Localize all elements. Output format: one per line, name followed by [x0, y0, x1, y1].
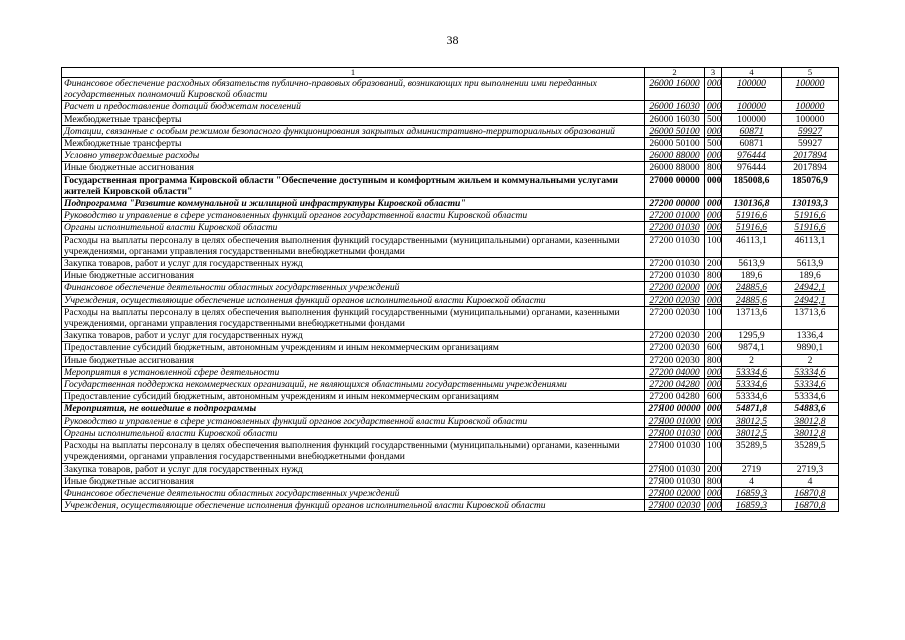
row-code-cell: 27Я00 02000	[645, 487, 705, 499]
row-amount-2020-cell: 9890,1	[782, 342, 839, 354]
row-name-cell: Финансовое обеспечение деятельности областных государственных учреждений	[62, 487, 645, 499]
table-row	[62, 354, 839, 366]
table-row	[62, 198, 839, 210]
row-expense-type-cell: 800	[705, 270, 722, 282]
table-row	[62, 403, 839, 415]
row-amount-2020-cell: 16870,8	[782, 487, 839, 499]
row-amount-2020-cell: 2719,3	[782, 463, 839, 475]
row-amount-2019-cell: 53334,6	[722, 379, 782, 391]
row-name-cell: Иные бюджетные ассигнования	[62, 270, 645, 282]
row-expense-type-cell: 000	[705, 403, 722, 415]
row-amount-2019-cell: 35289,5	[722, 440, 782, 463]
row-code-cell: 26000 50100	[645, 138, 705, 150]
row-name-cell: Закупка товаров, работ и услуг для государственных нужд	[62, 258, 645, 270]
row-expense-type-cell: 000	[705, 294, 722, 306]
row-amount-2020-cell: 38012,8	[782, 415, 839, 427]
row-amount-2019-cell: 46113,1	[722, 234, 782, 257]
row-code-cell: 27000 00000	[645, 174, 705, 197]
row-code-cell: 27200 02030	[645, 294, 705, 306]
row-name-cell: Иные бюджетные ассигнования	[62, 162, 645, 174]
row-code-cell: 26000 16030	[645, 101, 705, 113]
row-expense-type-cell: 000	[705, 282, 722, 294]
row-code-cell: 27Я00 02030	[645, 500, 705, 512]
table-row	[62, 463, 839, 475]
row-code-cell: 26000 50100	[645, 125, 705, 137]
table-row	[62, 330, 839, 342]
row-expense-type-cell: 100	[705, 440, 722, 463]
row-amount-2020-cell: 46113,1	[782, 234, 839, 257]
row-amount-2020-cell: 13713,6	[782, 306, 839, 329]
row-name-cell: Учреждения, осуществляющие обеспечение исполнения функций органов исполнительной власти Кировской области	[62, 294, 645, 306]
row-code-cell: 27200 00000	[645, 198, 705, 210]
row-expense-type-cell: 000	[705, 500, 722, 512]
table-row	[62, 379, 839, 391]
row-amount-2019-cell: 100000	[722, 113, 782, 125]
row-expense-type-cell: 200	[705, 330, 722, 342]
row-amount-2020-cell: 100000	[782, 78, 839, 101]
row-name-cell: Государственная программа Кировской области "Обеспечение доступным и комфортным жильем и коммунальными услугами жителей Кировской области"	[62, 174, 645, 197]
table-row	[62, 125, 839, 137]
row-amount-2020-cell: 24942,1	[782, 294, 839, 306]
row-amount-2019-cell: 1295,9	[722, 330, 782, 342]
row-code-cell: 26000 16000	[645, 78, 705, 101]
row-amount-2019-cell: 976444	[722, 150, 782, 162]
row-amount-2020-cell: 53334,6	[782, 391, 839, 403]
row-name-cell: Финансовое обеспечение расходных обязательств публично-правовых образований, возникающих при выполнении ими переданных государственных полномочий Кировской области	[62, 78, 645, 101]
row-amount-2019-cell: 24885,6	[722, 294, 782, 306]
row-code-cell: 27Я00 01030	[645, 440, 705, 463]
row-expense-type-cell: 000	[705, 150, 722, 162]
row-expense-type-cell: 000	[705, 222, 722, 234]
row-amount-2019-cell: 9874,1	[722, 342, 782, 354]
row-amount-2019-cell: 2719	[722, 463, 782, 475]
row-amount-2019-cell: 4	[722, 475, 782, 487]
row-code-cell: 27200 01000	[645, 210, 705, 222]
row-amount-2019-cell: 51916,6	[722, 222, 782, 234]
row-name-cell: Предоставление субсидий бюджетным, автономным учреждениям и иным некоммерческим организациям	[62, 391, 645, 403]
row-amount-2019-cell: 38012,5	[722, 415, 782, 427]
row-name-cell: Расходы на выплаты персоналу в целях обеспечения выполнения функций государственными (муниципальными) органами, казенными учреждениями, органами управления государственными внебюджетными фондами	[62, 306, 645, 329]
row-name-cell: Руководство и управление в сфере установленных функций органов государственной власти Кировской области	[62, 415, 645, 427]
row-amount-2019-cell: 60871	[722, 125, 782, 137]
row-name-cell: Иные бюджетные ассигнования	[62, 354, 645, 366]
row-expense-type-cell: 000	[705, 125, 722, 137]
table-row	[62, 366, 839, 378]
row-amount-2020-cell: 189,6	[782, 270, 839, 282]
row-name-cell: Органы исполнительной власти Кировской области	[62, 427, 645, 439]
row-code-cell: 27200 04000	[645, 366, 705, 378]
row-amount-2019-cell: 60871	[722, 138, 782, 150]
row-amount-2019-cell: 16859,3	[722, 487, 782, 499]
row-code-cell: 27200 01030	[645, 258, 705, 270]
row-expense-type-cell: 000	[705, 366, 722, 378]
table-row	[62, 440, 839, 463]
row-code-cell: 27200 01030	[645, 270, 705, 282]
row-expense-type-cell: 200	[705, 463, 722, 475]
row-expense-type-cell: 000	[705, 174, 722, 197]
row-amount-2019-cell: 51916,6	[722, 210, 782, 222]
row-amount-2020-cell: 2017894	[782, 162, 839, 174]
row-amount-2020-cell: 51916,6	[782, 222, 839, 234]
row-name-cell: Руководство и управление в сфере установленных функций органов государственной власти Кировской области	[62, 210, 645, 222]
row-amount-2019-cell: 189,6	[722, 270, 782, 282]
row-expense-type-cell: 800	[705, 354, 722, 366]
row-amount-2020-cell: 53334,6	[782, 366, 839, 378]
row-amount-2020-cell: 24942,1	[782, 282, 839, 294]
table-row	[62, 270, 839, 282]
row-code-cell: 27Я00 01030	[645, 475, 705, 487]
table-row	[62, 342, 839, 354]
row-code-cell: 27Я00 01030	[645, 427, 705, 439]
row-amount-2019-cell: 24885,6	[722, 282, 782, 294]
table-row	[62, 500, 839, 512]
row-code-cell: 27200 04280	[645, 379, 705, 391]
row-amount-2020-cell: 38012,8	[782, 427, 839, 439]
row-expense-type-cell: 800	[705, 475, 722, 487]
row-code-cell: 27Я00 01000	[645, 415, 705, 427]
table-row	[62, 415, 839, 427]
row-expense-type-cell: 100	[705, 306, 722, 329]
table-row	[62, 427, 839, 439]
row-name-cell: Учреждения, осуществляющие обеспечение исполнения функций органов исполнительной власти Кировской области	[62, 500, 645, 512]
row-expense-type-cell: 500	[705, 113, 722, 125]
row-code-cell: 27200 02030	[645, 342, 705, 354]
row-expense-type-cell: 000	[705, 487, 722, 499]
row-name-cell: Закупка товаров, работ и услуг для государственных нужд	[62, 463, 645, 475]
row-code-cell: 27200 02030	[645, 354, 705, 366]
row-amount-2020-cell: 4	[782, 475, 839, 487]
row-amount-2020-cell: 1336,4	[782, 330, 839, 342]
table-row	[62, 222, 839, 234]
row-amount-2019-cell: 185008,6	[722, 174, 782, 197]
column-header-vr: 3	[705, 68, 722, 78]
row-code-cell: 27200 02000	[645, 282, 705, 294]
row-code-cell: 27200 04280	[645, 391, 705, 403]
row-expense-type-cell: 000	[705, 198, 722, 210]
column-header-2019: 4	[722, 68, 782, 78]
row-amount-2019-cell: 100000	[722, 78, 782, 101]
table-row	[62, 282, 839, 294]
row-code-cell: 27200 01030	[645, 234, 705, 257]
row-amount-2020-cell: 100000	[782, 113, 839, 125]
row-amount-2020-cell: 130193,3	[782, 198, 839, 210]
row-amount-2019-cell: 976444	[722, 162, 782, 174]
row-expense-type-cell: 600	[705, 342, 722, 354]
table-header-row	[62, 68, 839, 78]
row-amount-2020-cell: 5613,9	[782, 258, 839, 270]
row-amount-2020-cell: 16870,8	[782, 500, 839, 512]
table-row	[62, 391, 839, 403]
table-row	[62, 487, 839, 499]
row-expense-type-cell: 000	[705, 101, 722, 113]
row-amount-2019-cell: 100000	[722, 101, 782, 113]
row-code-cell: 27200 01030	[645, 222, 705, 234]
row-expense-type-cell: 500	[705, 138, 722, 150]
row-amount-2020-cell: 59927	[782, 125, 839, 137]
row-expense-type-cell: 000	[705, 78, 722, 101]
column-header-name: 1	[62, 68, 645, 78]
row-name-cell: Органы исполнительной власти Кировской области	[62, 222, 645, 234]
row-name-cell: Межбюджетные трансферты	[62, 138, 645, 150]
row-amount-2019-cell: 5613,9	[722, 258, 782, 270]
budget-table	[61, 67, 839, 512]
table-row	[62, 306, 839, 329]
row-name-cell: Государственная поддержка некоммерческих организаций, не являющихся областными государственными учреждениями	[62, 379, 645, 391]
row-amount-2020-cell: 100000	[782, 101, 839, 113]
row-amount-2019-cell: 54871,8	[722, 403, 782, 415]
row-amount-2020-cell: 54883,6	[782, 403, 839, 415]
row-code-cell: 26000 88000	[645, 162, 705, 174]
row-amount-2020-cell: 2017894	[782, 150, 839, 162]
table-row	[62, 294, 839, 306]
row-name-cell: Предоставление субсидий бюджетным, автономным учреждениям и иным некоммерческим организациям	[62, 342, 645, 354]
row-amount-2019-cell: 16859,3	[722, 500, 782, 512]
row-expense-type-cell: 200	[705, 258, 722, 270]
column-header-2020: 5	[782, 68, 839, 78]
table-row	[62, 101, 839, 113]
row-expense-type-cell: 000	[705, 379, 722, 391]
table-row	[62, 78, 839, 101]
row-name-cell: Финансовое обеспечение деятельности областных государственных учреждений	[62, 282, 645, 294]
table-row	[62, 174, 839, 197]
row-amount-2019-cell: 2	[722, 354, 782, 366]
row-amount-2019-cell: 38012,5	[722, 427, 782, 439]
row-name-cell: Мероприятия, не вошедшие в подпрограммы	[62, 403, 645, 415]
row-code-cell: 27Я00 01030	[645, 463, 705, 475]
row-amount-2020-cell: 35289,5	[782, 440, 839, 463]
row-expense-type-cell: 600	[705, 391, 722, 403]
row-amount-2019-cell: 53334,6	[722, 366, 782, 378]
row-code-cell: 27Я00 00000	[645, 403, 705, 415]
row-code-cell: 26000 16030	[645, 113, 705, 125]
table-row	[62, 475, 839, 487]
row-name-cell: Иные бюджетные ассигнования	[62, 475, 645, 487]
row-name-cell: Расчет и предоставление дотаций бюджетам поселений	[62, 101, 645, 113]
row-name-cell: Расходы на выплаты персоналу в целях обеспечения выполнения функций государственными (муниципальными) органами, казенными учреждениями, органами управления государственными внебюджетными фондами	[62, 440, 645, 463]
table-row	[62, 258, 839, 270]
row-amount-2019-cell: 53334,6	[722, 391, 782, 403]
row-name-cell: Межбюджетные трансферты	[62, 113, 645, 125]
table-row	[62, 150, 839, 162]
row-expense-type-cell: 000	[705, 427, 722, 439]
row-expense-type-cell: 000	[705, 210, 722, 222]
table-row	[62, 162, 839, 174]
row-amount-2020-cell: 2	[782, 354, 839, 366]
row-amount-2020-cell: 53334,6	[782, 379, 839, 391]
row-amount-2020-cell: 185076,9	[782, 174, 839, 197]
table-row	[62, 234, 839, 257]
row-name-cell: Закупка товаров, работ и услуг для государственных нужд	[62, 330, 645, 342]
column-header-code: 2	[645, 68, 705, 78]
row-amount-2019-cell: 13713,6	[722, 306, 782, 329]
row-expense-type-cell: 000	[705, 415, 722, 427]
row-expense-type-cell: 800	[705, 162, 722, 174]
row-name-cell: Условно утверждаемые расходы	[62, 150, 645, 162]
table-row	[62, 138, 839, 150]
row-amount-2020-cell: 51916,6	[782, 210, 839, 222]
row-expense-type-cell: 100	[705, 234, 722, 257]
table-row	[62, 210, 839, 222]
row-name-cell: Мероприятия в установленной сфере деятельности	[62, 366, 645, 378]
page-number: 38	[446, 33, 459, 47]
row-code-cell: 27200 02030	[645, 330, 705, 342]
row-name-cell: Дотации, связанные с особым режимом безопасного функционирования закрытых административно-территориальных образований	[62, 125, 645, 137]
row-amount-2020-cell: 59927	[782, 138, 839, 150]
row-code-cell: 26000 88000	[645, 150, 705, 162]
row-amount-2019-cell: 130136,8	[722, 198, 782, 210]
row-name-cell: Расходы на выплаты персоналу в целях обеспечения выполнения функций государственными (муниципальными) органами, казенными учреждениями, органами управления государственными внебюджетными фондами	[62, 234, 645, 257]
row-name-cell: Подпрограмма "Развитие коммунальной и жилищной инфраструктуры Кировской области"	[62, 198, 645, 210]
table-row	[62, 113, 839, 125]
row-code-cell: 27200 02030	[645, 306, 705, 329]
